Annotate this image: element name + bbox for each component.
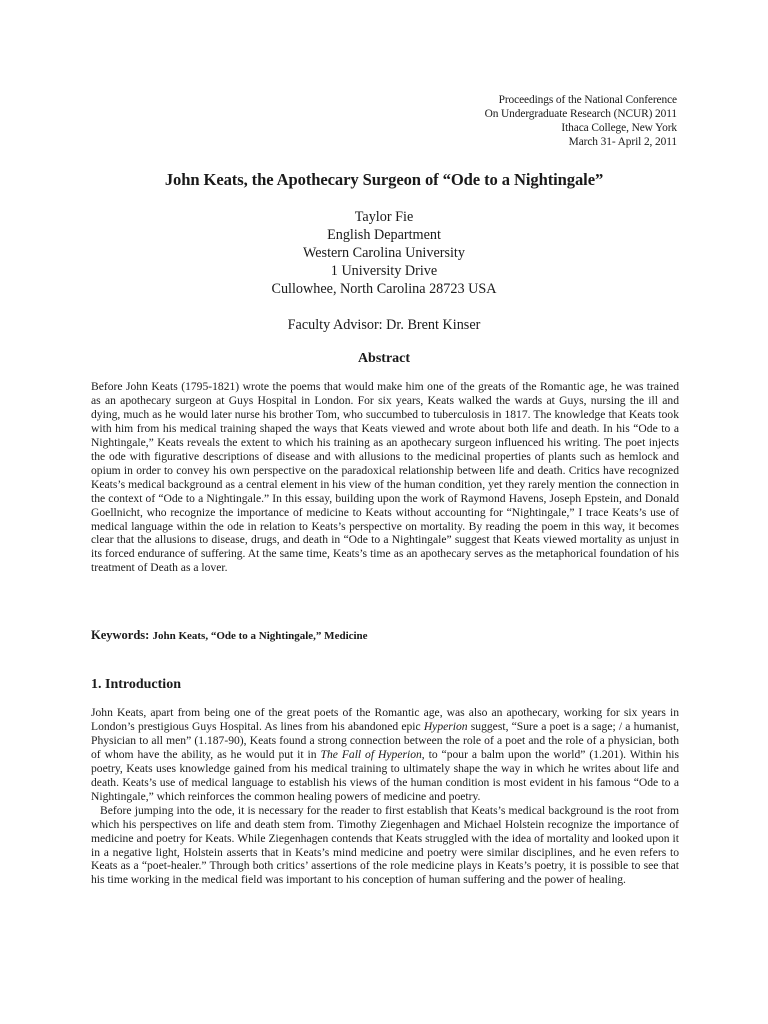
intro-text-segment: suggest, “Sure a poet is a sage; / a humanist, Physician to all men” (1.187-90), Keats found a strong connection between the role of a poet and the role of a physician, both of whom have the ability, as he would put it in xyxy=(91,719,679,761)
paper-title: John Keats, the Apothecary Surgeon of “Ode to a Nightingale” xyxy=(164,170,604,189)
proceedings-header xyxy=(485,93,677,149)
abstract-paragraph: Before John Keats (1795-1821) wrote the poems that would make him one of the greats of the Romantic age, he was trained as an apothecary surgeon at Guys Hospital in London. For six years, Keats walked the wards at Guys, nursing the ill and dying, much as he would later nurse his brother Tom, who succumbed to tuberculosis in 1817. The knowledge that Keats took with him from his medical training shaped the ways that Keats viewed and wrote about both life and death. In his “Ode to a Nightingale,” Keats reveals the extent to which his training as an apothecary surgeon influenced his writing. The poet injects the ode with figurative descriptions of disease and with allusions to the medicinal properties of plants such as hemlock and opium in order to convey his own perspective on the paradoxical relationship between life and death. Critics have recognized Keats’s medical background as a central element in his view of the human condition, yet they rarely mention the connection in the context of “Ode to a Nightingale.” In this essay, building upon the work of Raymond Havens, Joseph Epstein, and Donald Goellnicht, who recognize the importance of medicine to Keats without accounting for “Nightingale,” I trace Keats’s use of medical language within the ode in relation to Keats’s perspective on mortality. By reading the poem in this way, it becomes clear that the allusions to disease, drugs, and death in “Ode to a Nightingale” suggest that Keats viewed mortality as unjust in its forced endurance of suffering. At the same time, Keats’s time as an apothecary serves as the metaphorical foundation of his treatment of Death as a lover. xyxy=(91,380,679,575)
proceedings-line: On Undergraduate Research (NCUR) 2011 xyxy=(484,108,677,120)
keywords-values: John Keats, “Ode to a Nightingale,” Medicine xyxy=(152,630,368,642)
hyperion-title: Hyperion xyxy=(423,719,468,733)
intro-text-segment: , to “pour a balm upon the world” (1.201). Within his poetry, Keats uses knowledge gained from his medical training to ultimately shape the way in which he writes about life and death. Keats’s use of medical language to establish his views of the human condition is most evident in his famous “Ode to a Nightingale,” which reinforces the common healing powers of medicine and poetry. xyxy=(91,747,679,803)
introduction-paragraph-2: Before jumping into the ode, it is necessary for the reader to first establish that Keats’s medical background is the root from which his perspectives on life and death stem from. Timothy Ziegenhagen and Michael Holstein recognize the importance of medicine and poetry for Keats. While Ziegenhagen contends that Keats struggled with the idea of mortality and looked upon it in a negative light, Holstein asserts that in Keats’s mind medicine and poetry were similar disciplines, and he even refers to Keats as a “poet-healer.” Through both critics’ assertions of the role medicine plays in Keats’s poetry, it is possible to see that his time working in the medical field was important to his conception of human suffering and the power of healing. xyxy=(91,803,679,887)
introduction-body xyxy=(91,706,679,887)
introduction-heading: 1. Introduction xyxy=(91,677,181,692)
abstract-heading: Abstract xyxy=(357,351,411,366)
author-street: 1 University Drive xyxy=(330,263,438,279)
intro-text-segment: John Keats, apart from being one of the great poets of the Romantic age, was also an apothecary, working for six years in London’s prestigious Guys Hospital. As lines from his abandoned epic xyxy=(91,706,679,733)
keywords-line xyxy=(91,628,368,643)
author-name: Taylor Fie xyxy=(354,209,414,225)
fall-of-hyperion-title: The Fall of Hyperion xyxy=(320,747,422,761)
abstract-text xyxy=(91,380,679,575)
proceedings-line: Proceedings of the National Conference xyxy=(498,94,677,106)
proceedings-line: March 31- April 2, 2011 xyxy=(568,136,677,148)
introduction-paragraph-1 xyxy=(91,706,679,804)
faculty-advisor: Faculty Advisor: Dr. Brent Kinser xyxy=(287,317,481,333)
author-department: English Department xyxy=(327,227,441,243)
author-city: Cullowhee, North Carolina 28723 USA xyxy=(271,281,497,297)
proceedings-line: Ithaca College, New York xyxy=(561,122,677,134)
author-block xyxy=(0,208,768,298)
keywords-label: Keywords: xyxy=(91,628,150,642)
author-university: Western Carolina University xyxy=(303,245,465,261)
